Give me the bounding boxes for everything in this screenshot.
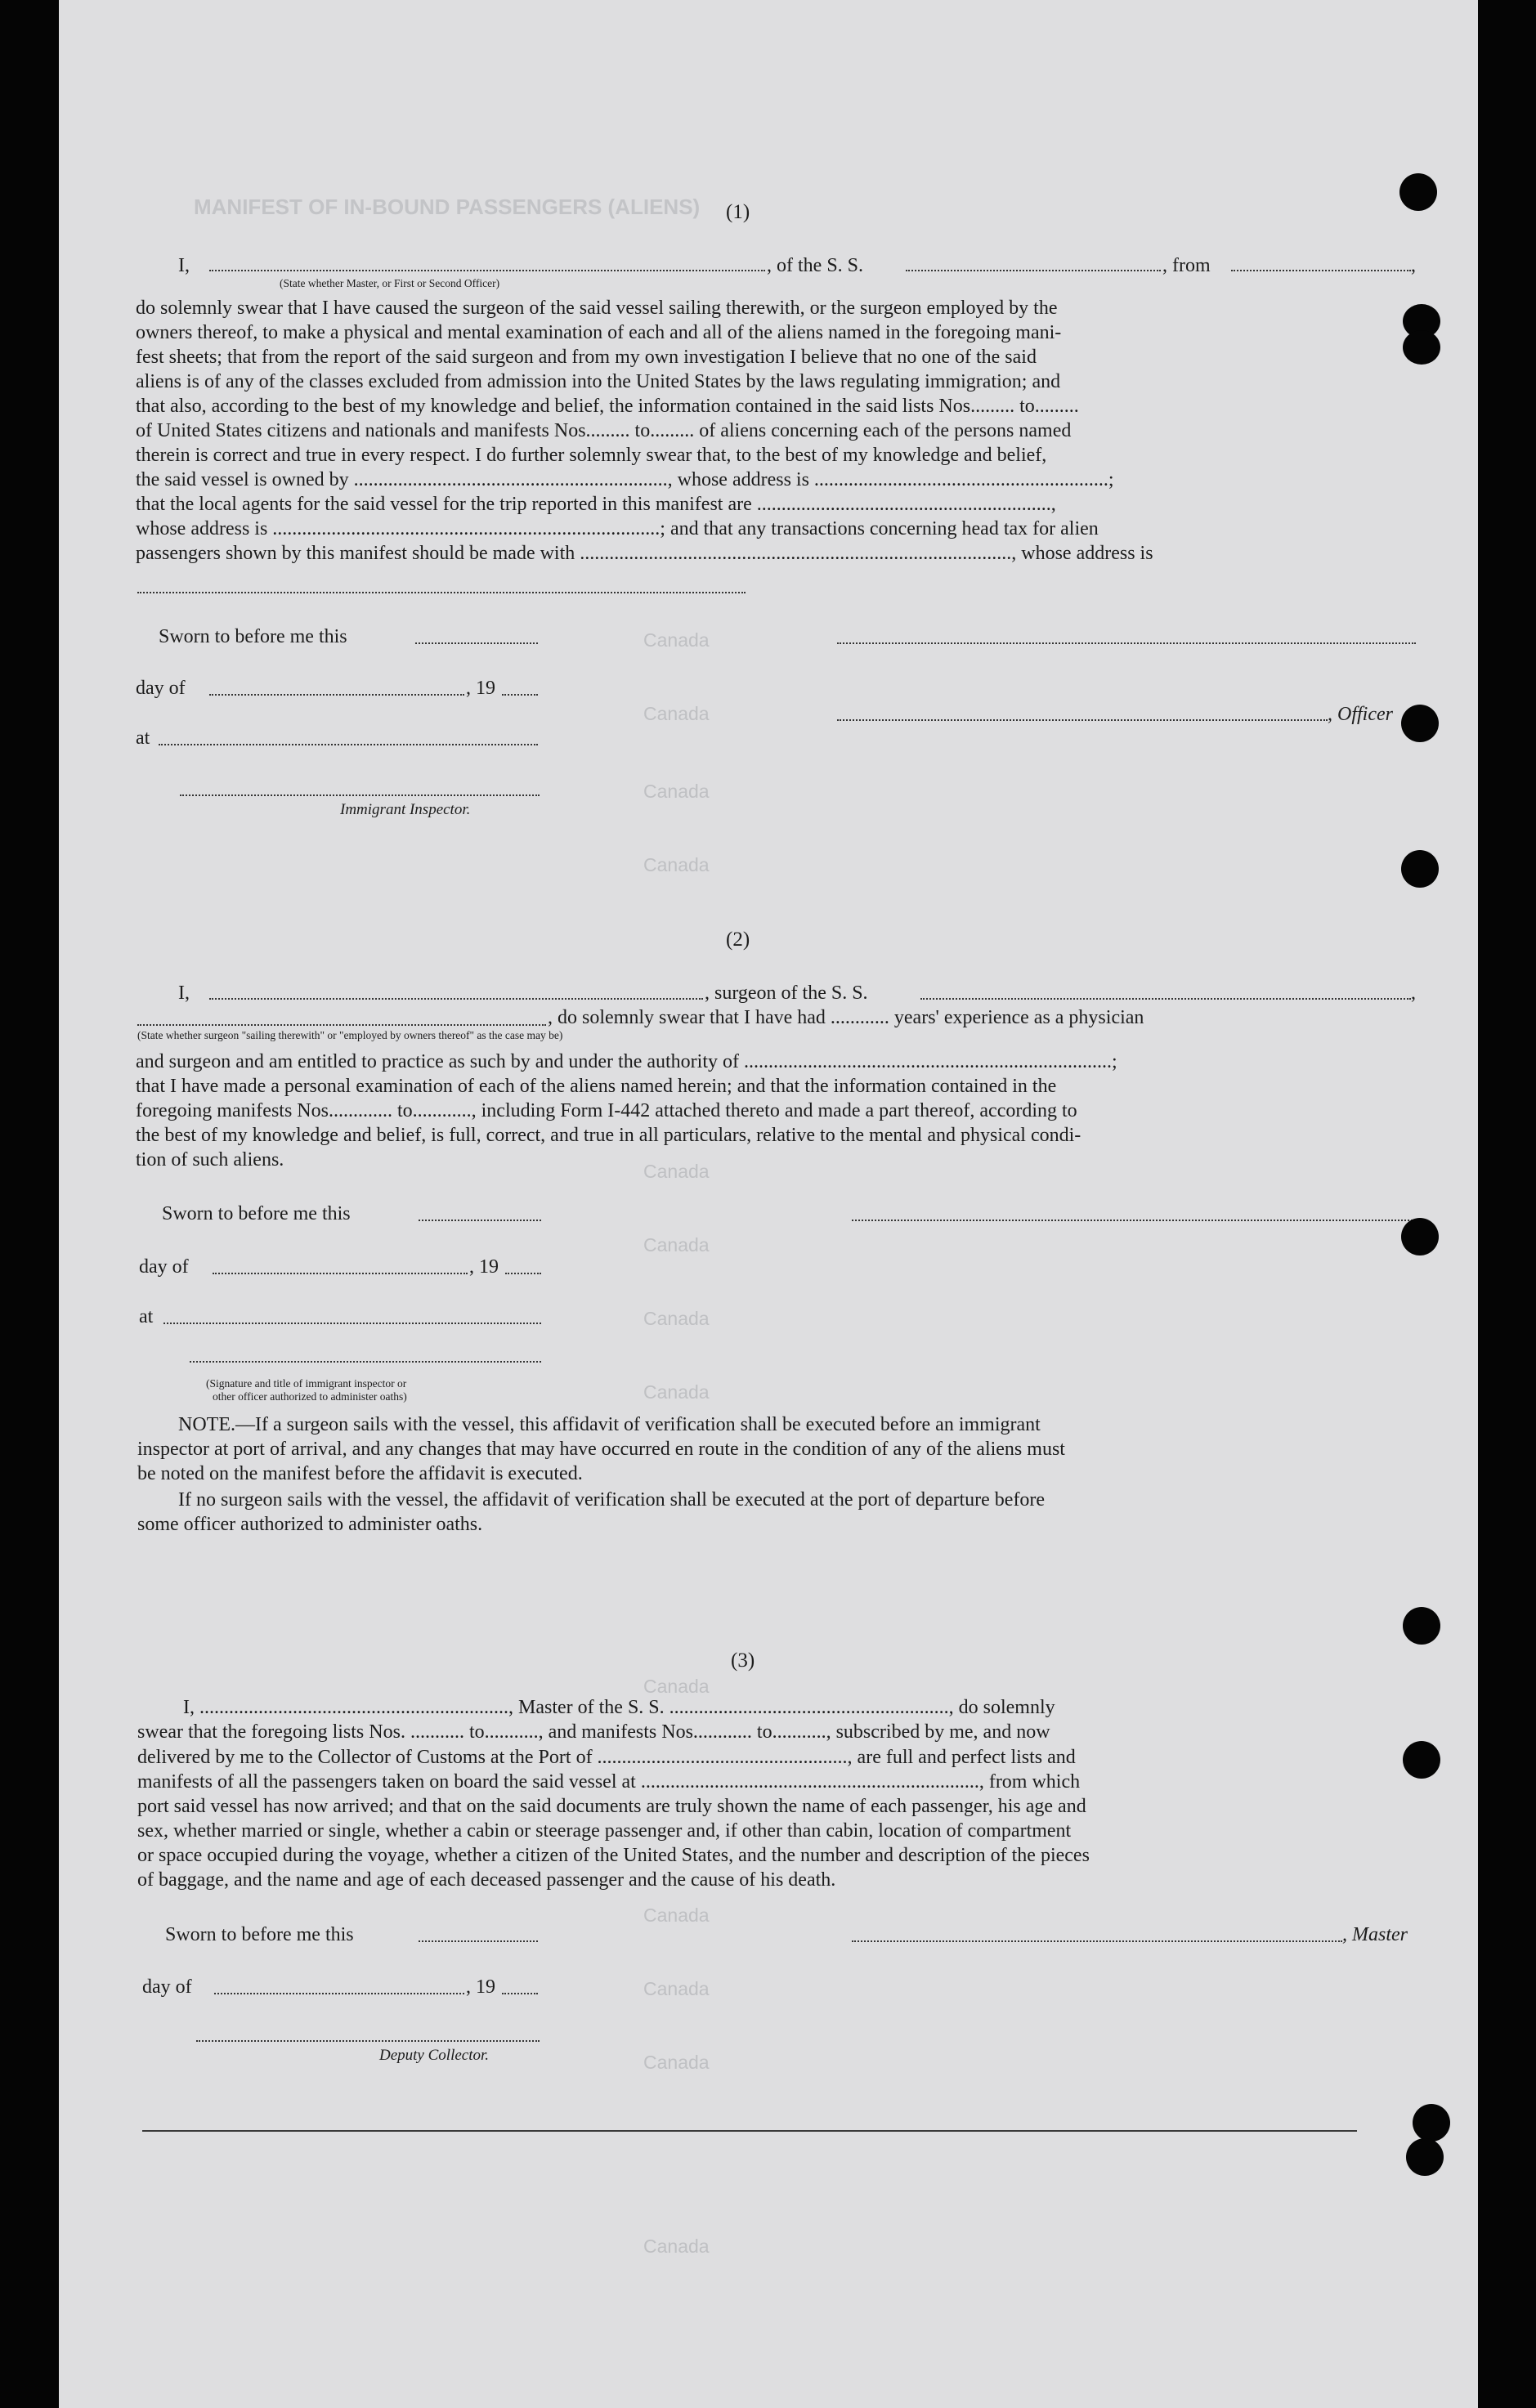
surgeon-vessel-field[interactable] (920, 998, 1411, 1000)
oath-line: of United States citizens and nationals and manifests Nos......... to......... of aliens concerning each of the persons named (136, 420, 1072, 441)
day-of-field[interactable] (214, 1993, 464, 1994)
punch-hole (1406, 2138, 1444, 2176)
section-1-number: (1) (726, 201, 750, 223)
sworn-label: Sworn to before me this (162, 1203, 351, 1224)
surgeon-oath-line: tion of such aliens. (136, 1149, 284, 1170)
section-3-number: (3) (731, 1649, 755, 1672)
oath-line: the said vessel is owned by ................................................................, whose address is ............................................................; (136, 469, 1114, 490)
master-oath-line: of baggage, and the name and age of each deceased passenger and the cause of his death. (137, 1869, 836, 1891)
day-of-label: day of (142, 1976, 192, 1998)
officer-signature-top-field[interactable] (837, 642, 1416, 644)
officer-signature-field[interactable] (837, 719, 1328, 721)
surgeon-swear-line: , do solemnly swear that I have had ............ years' experience as a physician (548, 1007, 1144, 1028)
master-oath-line: I, ..............................................................., Master of the S. S. ........................................................., do solemnly (183, 1697, 1055, 1718)
at-label: at (139, 1306, 154, 1327)
day-of-label: day of (136, 678, 186, 699)
inspector-label: Immigrant Inspector. (340, 801, 471, 818)
of-ss-label: , of the S. S. (767, 255, 864, 276)
punch-hole (1403, 1607, 1440, 1645)
at-field[interactable] (159, 744, 538, 745)
section-2-number: (2) (726, 929, 750, 951)
surgeon-status-note: (State whether surgeon "sailing therewith" or "employed by owners thereof" as the case may be) (137, 1029, 563, 1041)
punch-hole (1401, 1218, 1439, 1255)
day-of-label: day of (139, 1256, 189, 1278)
ghost-text: Canada (643, 1381, 710, 1403)
vessel-name-field[interactable] (906, 270, 1161, 271)
master-signature-field[interactable] (852, 1940, 1342, 1942)
ghost-text: Canada (643, 1904, 710, 1926)
ghost-text: Canada (643, 1234, 710, 1255)
surgeon-i-label: I, (178, 982, 190, 1004)
sworn-label: Sworn to before me this (159, 626, 347, 647)
oath-line: whose address is ...............................................................................; and that any transactions concerning head tax for alien (136, 518, 1099, 539)
officer-i-label: I, (178, 255, 190, 276)
surgeon-oath-line: that I have made a personal examination of each of the aliens named herein; and that the information contained in the (136, 1076, 1057, 1097)
ghost-text: Canada (643, 1308, 710, 1329)
oath-line: passengers shown by this manifest should be made with ........................................................................................, whose address is (136, 543, 1153, 564)
ghost-text: Canada (643, 2236, 710, 2257)
surgeon-name-field[interactable] (209, 998, 703, 1000)
at-field[interactable] (163, 1323, 541, 1324)
inspector-signature-field[interactable] (180, 794, 540, 796)
ghost-heading: MANIFEST OF IN-BOUND PASSENGERS (ALIENS) (194, 195, 701, 219)
ghost-text: Canada (643, 1161, 710, 1182)
bottom-divider (142, 2130, 1357, 2132)
sworn-date-field[interactable] (419, 1940, 538, 1942)
manifest-page (59, 0, 1478, 2408)
officer-name-field[interactable] (209, 270, 765, 271)
from-label: , from (1162, 255, 1211, 276)
year-label: , 19 (466, 1976, 495, 1998)
oath-line: owners thereof, to make a physical and mental examination of each and all of the aliens named in the foregoing mani- (136, 322, 1062, 343)
year-field[interactable] (502, 694, 538, 696)
oath-line: fest sheets; that from the report of the said surgeon and from my own investigation I believe that no one of the said (136, 347, 1037, 368)
surgeon-oath-line: the best of my knowledge and belief, is full, correct, and true in all particulars, relative to the mental and physical condi- (136, 1125, 1081, 1146)
surgeon-comma: , (1411, 982, 1416, 1004)
signature-title-note: other officer authorized to administer oaths) (213, 1390, 407, 1403)
ghost-text: Canada (643, 703, 710, 724)
master-oath-line: port said vessel has now arrived; and that on the said documents are truly shown the name of each passenger, his age and (137, 1796, 1086, 1817)
punch-hole (1401, 850, 1439, 888)
punch-hole (1403, 330, 1440, 365)
signature-field[interactable] (190, 1361, 541, 1363)
oath-line: do solemnly swear that I have caused the surgeon of the said vessel sailing therewith, or the surgeon employed by the (136, 298, 1058, 319)
note-line: NOTE.—If a surgeon sails with the vessel, this affidavit of verification shall be executed before an immigrant (178, 1414, 1041, 1435)
officer-rank-note: (State whether Master, or First or Second Officer) (280, 277, 500, 289)
sworn-date-field[interactable] (415, 642, 538, 644)
oath-line: that also, according to the best of my knowledge and belief, the information contained in the said lists Nos......... to......... (136, 396, 1079, 417)
from-comma: , (1411, 255, 1416, 276)
punch-hole (1401, 705, 1439, 742)
deputy-collector-label: Deputy Collector. (379, 2047, 490, 2064)
note-line: inspector at port of arrival, and any changes that may have occurred en route in the condition of any of the aliens must (137, 1439, 1065, 1460)
ghost-text: Canada (643, 629, 710, 651)
year-label: , 19 (469, 1256, 499, 1278)
oath-line: therein is correct and true in every respect. I do further solemnly swear that, to the best of my knowledge and belief, (136, 445, 1047, 466)
master-oath-line: or space occupied during the voyage, whether a citizen of the United States, and the number and description of the pieces (137, 1845, 1090, 1866)
ghost-text: Canada (643, 781, 710, 802)
oath-line: aliens is of any of the classes excluded from admission into the United States by the laws regulating immigration; and (136, 371, 1061, 392)
punch-hole (1399, 173, 1437, 211)
ghost-text: Canada (643, 2052, 710, 2073)
officer-label: , Officer (1328, 704, 1393, 725)
deputy-signature-field[interactable] (196, 2040, 540, 2042)
year-field[interactable] (505, 1273, 541, 1274)
punch-hole (1413, 2104, 1450, 2142)
master-oath-line: manifests of all the passengers taken on board the said vessel at ....................................................................., from which (137, 1771, 1081, 1793)
note-line: be noted on the manifest before the affidavit is executed. (137, 1463, 583, 1484)
note-line: If no surgeon sails with the vessel, the affidavit of verification shall be executed at the port of departure before (178, 1489, 1046, 1511)
at-label: at (136, 727, 150, 749)
sworn-label: Sworn to before me this (165, 1924, 354, 1945)
master-oath-line: delivered by me to the Collector of Customs at the Port of ..................................................., are full and perfect lists and (137, 1747, 1076, 1768)
note-line: some officer authorized to administer oaths. (137, 1514, 483, 1535)
surgeon-oath-line: foregoing manifests Nos............. to............, including Form I-442 attached thereto and made a part thereof, according to (136, 1100, 1077, 1121)
punch-hole (1403, 1741, 1440, 1779)
ghost-text: Canada (643, 854, 710, 875)
year-label: , 19 (466, 678, 495, 699)
master-label: , Master (1342, 1924, 1408, 1945)
year-field[interactable] (502, 1993, 538, 1994)
surgeon-of-ss-label: , surgeon of the S. S. (705, 982, 868, 1004)
signature-title-note: (Signature and title of immigrant inspector or (206, 1377, 407, 1390)
day-of-field[interactable] (209, 694, 464, 696)
surgeon-signature-field[interactable] (852, 1220, 1416, 1221)
from-port-field[interactable] (1231, 270, 1411, 271)
master-oath-line: sex, whether married or single, whether a cabin or steerage passenger and, if other than cabin, location of compartment (137, 1820, 1072, 1842)
day-of-field[interactable] (213, 1273, 468, 1274)
surgeon-oath-line: and surgeon and am entitled to practice as such by and under the authority of ...........................................................................; (136, 1051, 1117, 1072)
address-continuation-field[interactable] (137, 592, 746, 593)
oath-line: that the local agents for the said vessel for the trip reported in this manifest are ............................................................, (136, 494, 1056, 515)
surgeon-status-field[interactable] (137, 1024, 546, 1026)
master-oath-line: swear that the foregoing lists Nos. ........... to..........., and manifests Nos............ to..........., subscribed by me, and now (137, 1721, 1050, 1743)
ghost-text: Canada (643, 1978, 710, 1999)
sworn-date-field[interactable] (419, 1220, 541, 1221)
ghost-text: Canada (643, 1676, 710, 1697)
